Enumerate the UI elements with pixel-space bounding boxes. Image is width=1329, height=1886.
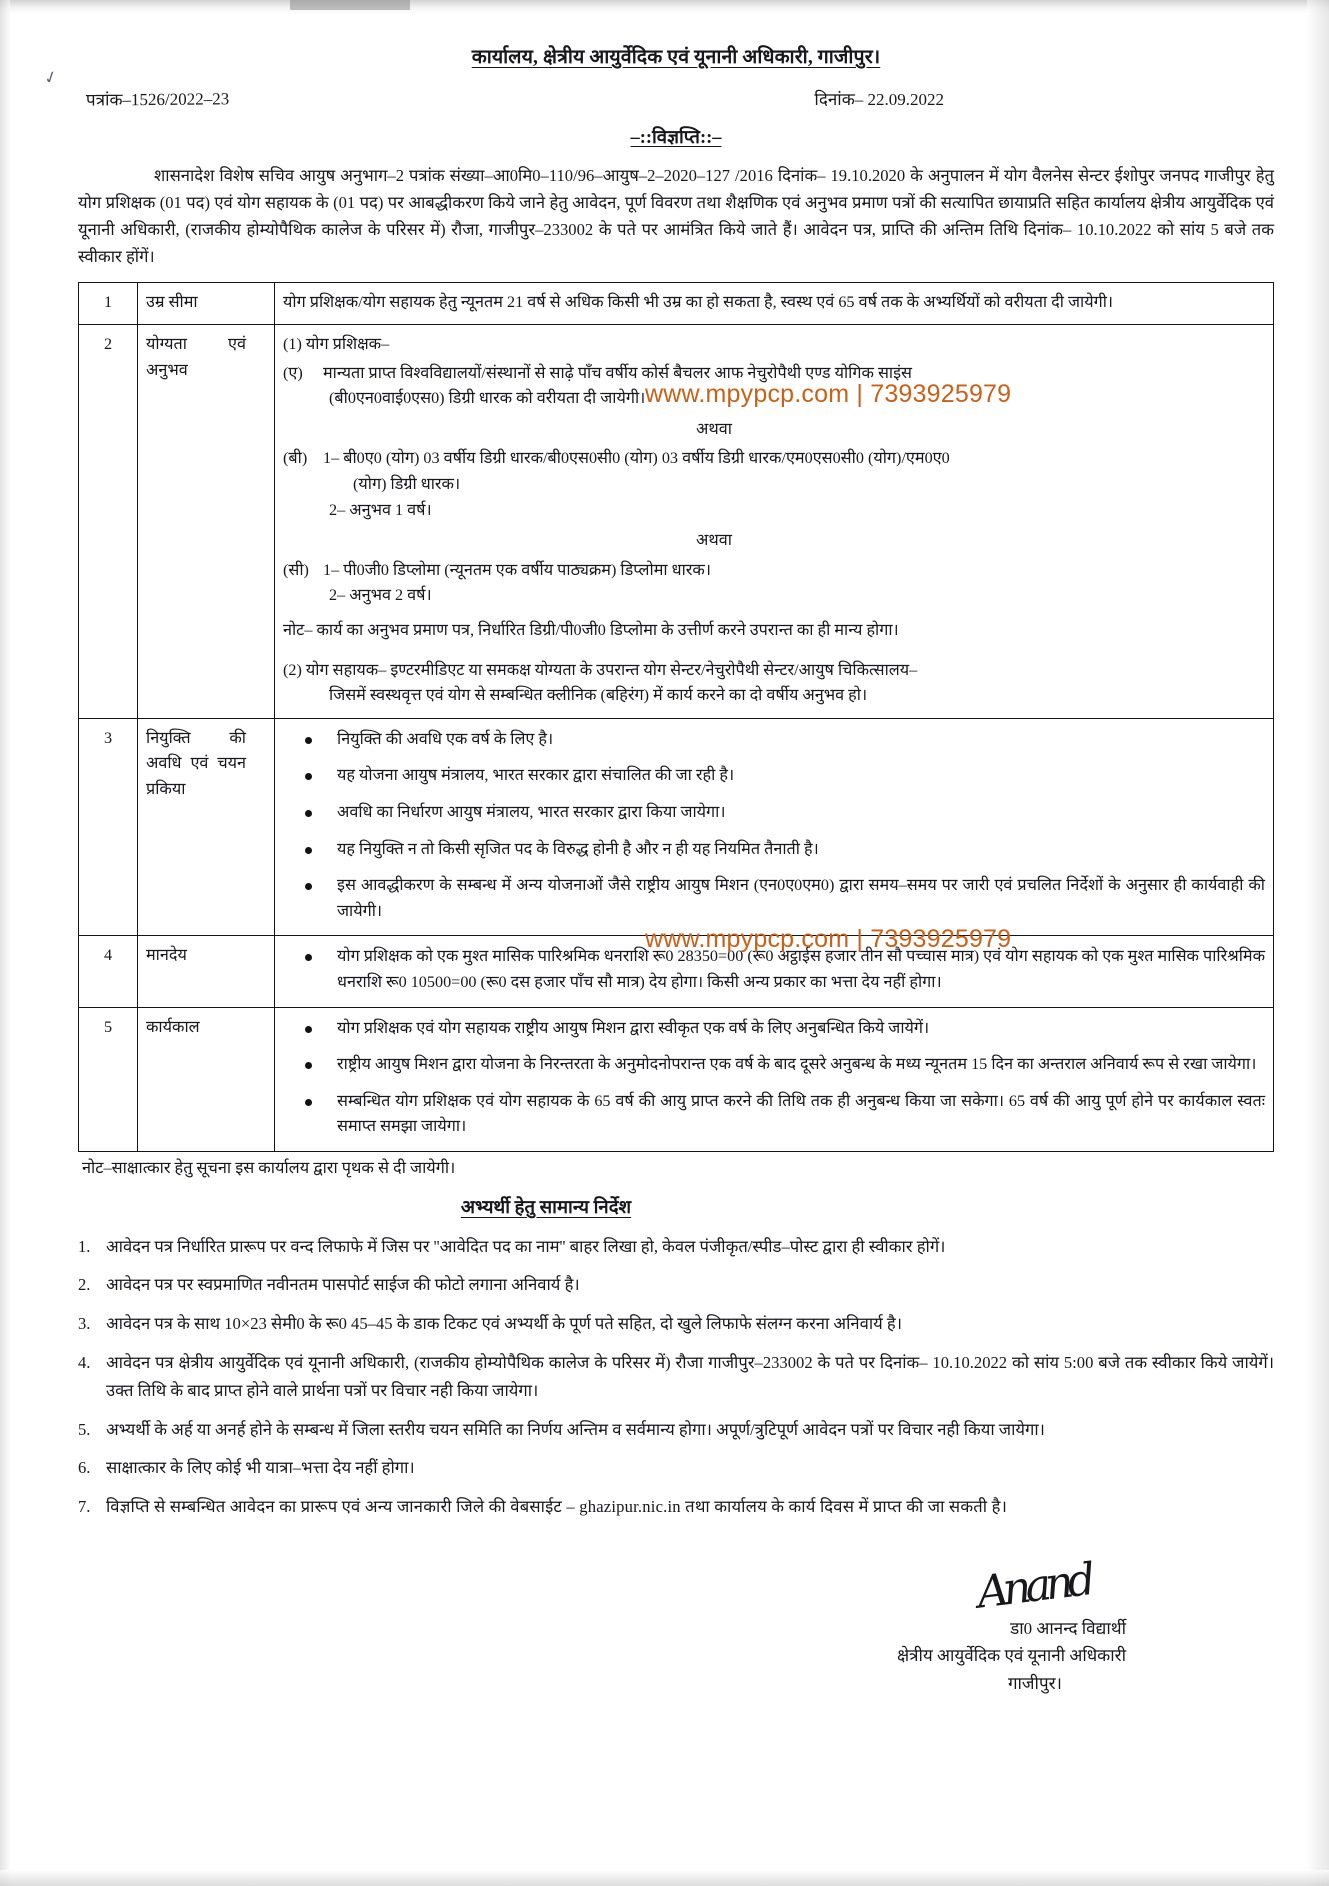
item-number: 2. [78, 1275, 91, 1295]
item-text: विज्ञप्ति से सम्बन्धित आवेदन का प्रारूप एवं अन्य जानकारी जिले की वेबसाईट – ghazipur.nic.in तथा कार्यालय के कार्य दिवस में प्राप्त की जा सकती है। [106, 1496, 1008, 1516]
item-number: 5. [78, 1419, 91, 1439]
bullet-list [283, 1016, 1265, 1140]
row-label: मानदेय [138, 936, 275, 1007]
row-label-text: योग्यता एवं अनुभव [146, 335, 246, 379]
option-c-line1: 1– पी0जी0 डिप्लोमा (न्यूनतम एक वर्षीय पाठ्यक्रम) डिप्लोमा धारक। [323, 560, 711, 579]
row-content: योग प्रशिक्षक/योग सहायक हेतु न्यूनतम 21 वर्ष से अधिक किसी भी उम्र का हो सकता है, स्वस्थ एवं 65 वर्ष तक के अभ्यर्थियों को वरीयता दी जायेगी। [275, 282, 1274, 325]
document-body [78, 26, 1274, 1697]
option-b-line1: 1– बी0ए0 (योग) 03 वर्षीय डिग्री धारक/बी0एस0सी0 (योग) 03 वर्षीय डिग्री धारक/एम0एस0सी0 (योग)/एम0ए0 [323, 449, 950, 468]
row-label-text: नियुक्ति की अवधि एवं चयन प्रकिया [146, 728, 246, 798]
row-content [275, 718, 1274, 936]
scan-edge-left [0, 0, 10, 1886]
row-serial: 1 [79, 282, 138, 325]
handwritten-signature: Anand [974, 1554, 1093, 1619]
list-item: नियुक्ति की अवधि एक वर्ष के लिए है। [305, 727, 1265, 753]
athwa-separator-1: अथवा [696, 419, 732, 438]
watermark-top: www.mpypcp.com | 7393925979 [645, 380, 1012, 408]
scan-edge-right [1307, 0, 1329, 1886]
list-item [78, 1454, 1274, 1483]
athwa-separator-2: अथवा [696, 531, 732, 550]
option-b-line3: 2– अनुभव 1 वर्ष। [329, 500, 432, 519]
option-b-tag: (बी) [283, 449, 308, 468]
list-item [78, 1493, 1274, 1522]
list-item: सम्बन्धित योग प्रशिक्षक एवं योग सहायक के 65 वर्ष की आयु प्राप्त करने की तिथि तक ही अनुबन्ध किया जा सकेगा। 65 वर्ष की आयु पूर्ण होने पर कार्यकाल स्वतः समाप्त समझा जायेगा। [305, 1089, 1265, 1140]
item-number: 6. [78, 1458, 91, 1478]
watermark-bottom: www.mpypcp.com | 7393925979 [645, 925, 1012, 953]
scan-smudge [290, 0, 410, 10]
signatory-designation: क्षेत्रीय आयुर्वेदिक एवं यूनानी अधिकारी [896, 1646, 1126, 1666]
qual-subhead-assistant-line2: जिसमें स्वस्थवृत्त एवं योग से सम्बन्धित क्लीनिक (बहिरंग) में कार्य करने का दो वर्षीय अनुभव हो। [329, 686, 868, 705]
row-serial: 4 [79, 936, 138, 1007]
intro-paragraph: शासनादेश विशेष सचिव आयुष अनुभाग–2 पत्रांक संख्या–आ0मि0–110/96–आयुष–2–2020–127 /2016 दिनांक– 19.10.2020 के अनुपालन में योग वैलनेस सेन्टर ईशोपुर जनपद गाजीपुर हेतु योग प्रशिक्षक (01 पद) एवं योग सहायक के (01 पद) पर आबद्धीकरण किये जाने हेतु आवेदन, पूर्ण विवरण तथा शैक्षणिक एवं अनुभव प्रमाण पत्रों की सत्यापित छायाप्रति सहित कार्यालय क्षेत्रीय आयुर्वेदिक एवं यूनानी अधिकारी, (राजकीय होम्योपैथिक कालेज के परिसर में) रौजा, गाजीपुर–233002 के पते पर आमंत्रित किये जाते हैं। आवेदन पत्र, प्राप्ति की अन्तिम तिथि दिनांक– 10.10.2022 को सांय 5 बजे तक स्वीकार होंगें। [78, 166, 1274, 266]
option-a-line1: मान्यता प्राप्त विश्वविद्यालयों/संस्थानों से साढ़े पाँच वर्षीय कोर्स बैचलर आफ नेचुरोपैथी एण्ड योगिक साइंस [323, 363, 912, 382]
list-item [78, 1416, 1274, 1445]
list-item: इस आवद्धीकरण के सम्बन्ध में अन्य योजनाओं जैसे राष्ट्रीय आयुष मिशन (एन0ए0एम0) द्वारा समय–समय पर जारी एवं प्रचलित निर्देशों के अनुसार ही कार्यवाही की जायेगी। [305, 873, 1265, 924]
table-row [79, 282, 1274, 325]
row-serial: 2 [79, 325, 138, 719]
corner-pen-mark: ✓ [41, 66, 61, 89]
item-text: आवेदन पत्र पर स्वप्रमाणित नवीनतम पासपोर्ट साईज की फोटो लगाना अनिवार्य है। [106, 1275, 580, 1295]
list-item [78, 1310, 1274, 1339]
row-content [275, 1007, 1274, 1151]
item-text: अभ्यर्थी के अर्ह या अनर्ह होने के सम्बन्ध में जिला स्तरीय चयन समिति का निर्णय अन्तिम व सर्वमान्य होगा। अपूर्ण/त्रुटिपूर्ण आवेदन पत्रों पर विचार नही किया जायेगा। [106, 1419, 1045, 1439]
row-label: उम्र सीमा [138, 282, 275, 325]
table-row [79, 718, 1274, 936]
qual-note: नोट– कार्य का अनुभव प्रमाण पत्र, निर्धारित डिग्री/पी0जी0 डिप्लोमा के उत्तीर्ण करने उपरान्त का ही मान्य होगा। [283, 621, 899, 640]
item-number: 4. [78, 1352, 91, 1372]
table-row [79, 1007, 1274, 1151]
qual-option-b [283, 446, 1265, 472]
option-c-line2: 2– अनुभव 2 वर्ष। [329, 586, 432, 605]
notice-heading: –::विज्ञप्ति::– [630, 128, 722, 148]
list-item: अवधि का निर्धारण आयुष मंत्रालय, भारत सरकार द्वारा किया जायेगा। [305, 800, 1265, 826]
option-a-tag: (ए) [283, 363, 303, 382]
row-serial: 3 [79, 718, 138, 936]
item-number: 7. [78, 1496, 91, 1516]
list-item [78, 1271, 1274, 1300]
signatory-city: गाजीपुर। [1007, 1673, 1062, 1693]
list-item: यह नियुक्ति न तो किसी सृजित पद के विरुद्ध होनी है और न ही यह नियमित तैनाती है। [305, 837, 1265, 863]
qual-subhead-trainer: (1) योग प्रशिक्षक– [283, 335, 390, 354]
scan-edge-top [0, 0, 1329, 14]
row-serial: 5 [79, 1007, 138, 1151]
signatory-name: डा0 आनन्द विद्यार्थी [1010, 1619, 1126, 1639]
qual-option-c [283, 558, 1265, 584]
letter-number: पत्रांक–1526/2022–23 [85, 89, 230, 110]
item-text: आवेदन पत्र के साथ 10×23 सेमी0 के रू0 45–45 के डाक टिकट एवं अभ्यर्थी के पूर्ण पते सहित, दो खुले लिफाफे संलग्न करना अनिवार्य है। [106, 1314, 903, 1333]
row-label: कार्यकाल [138, 1007, 275, 1151]
row-label [138, 718, 275, 936]
bullet-list [283, 727, 1265, 925]
item-number: 3. [78, 1314, 91, 1333]
post-table-note: नोट–साक्षात्कार हेतु सूचना इस कार्यालय द्वारा पृथक से दी जायेगी। [82, 1157, 456, 1177]
criteria-table [78, 282, 1274, 1152]
list-item [78, 1233, 1274, 1262]
list-item: योग प्रशिक्षक को एक मुश्त मासिक पारिश्रमिक धनराशि रू0 28350=00 (रू0 अट्ठाईस हजार तीन सौ पच्चास मात्र) एवं योग सहायक को एक मुश्त मासिक पारिश्रमिक धनराशि रू0 10500=00 (रू0 दस हजार पाँच सौ मात्र) देय होगा। किसी अन्य प्रकार का भत्ता देय नहीं होगा। [305, 944, 1265, 995]
option-c-tag: (सी) [283, 560, 309, 579]
signature-block [78, 1554, 1274, 1697]
row-label [138, 325, 275, 719]
list-item: राष्ट्रीय आयुष मिशन द्वारा योजना के निरन्तरता के अनुमोदनोपरान्त एक वर्ष के बाद दूसरे अनुबन्ध के मध्य न्यूनतम 15 दिन का अन्तराल अनिवार्य रूप से रखा जायेगा। [305, 1052, 1265, 1078]
item-text: आवेदन पत्र क्षेत्रीय आयुर्वेदिक एवं यूनानी अधिकारी, (राजकीय होम्योपैथिक कालेज के परिसर में) रौजा गाजीपुर–233002 के पते पर दिनांक– 10.10.2022 को सांय 5:00 बजे तक स्वीकार किये जायेगें। उक्त तिथि के बाद प्राप्त होने वाले प्रार्थना पत्रों पर विचार नही किया जायेगा। [106, 1352, 1274, 1401]
office-title: कार्यालय, क्षेत्रीय आयुर्वेदिक एवं यूनानी अधिकारी, गाजीपुर। [471, 47, 881, 68]
general-instructions-list [78, 1233, 1274, 1521]
qual-subhead-assistant-line1: (2) योग सहायक– इण्टरमीडिएट या समकक्ष योग्यता के उपरान्त योग सेन्टर/नेचुरोपैथी सेन्टर/आयुष चिकित्सालय– [283, 660, 918, 679]
list-item: योग प्रशिक्षक एवं योग सहायक राष्ट्रीय आयुष मिशन द्वारा स्वीकृत एक वर्ष के लिए अनुबन्धित किये जायेगें। [305, 1016, 1265, 1042]
list-item [78, 1349, 1274, 1406]
list-item: यह योजना आयुष मंत्रालय, भारत सरकार द्वारा संचालित की जा रही है। [305, 763, 1265, 789]
letter-meta-row [78, 87, 1274, 110]
general-instructions-heading: अभ्यर्थी हेतु सामान्य निर्देश [460, 1197, 632, 1218]
item-text: आवेदन पत्र निर्धारित प्रारूप पर वन्द लिफाफे में जिस पर ''आवेदित पद का नाम'' बाहर लिखा हो, केवल पंजीकृत/स्पीड–पोस्ट द्वारा ही स्वीकार होगें। [106, 1236, 946, 1256]
item-number: 1. [78, 1236, 91, 1256]
scan-edge-bottom [0, 1870, 1329, 1886]
item-text: साक्षात्कार के लिए कोई भी यात्रा–भत्ता देय नहीं होगा। [106, 1458, 415, 1478]
option-a-line2: (बी0एन0वाई0एस0) डिग्री धारक को वरीयता दी जायेगी। [329, 389, 646, 408]
option-b-line2: (योग) डिग्री धारक। [353, 475, 461, 494]
letter-date: दिनांक– 22.09.2022 [814, 90, 944, 109]
